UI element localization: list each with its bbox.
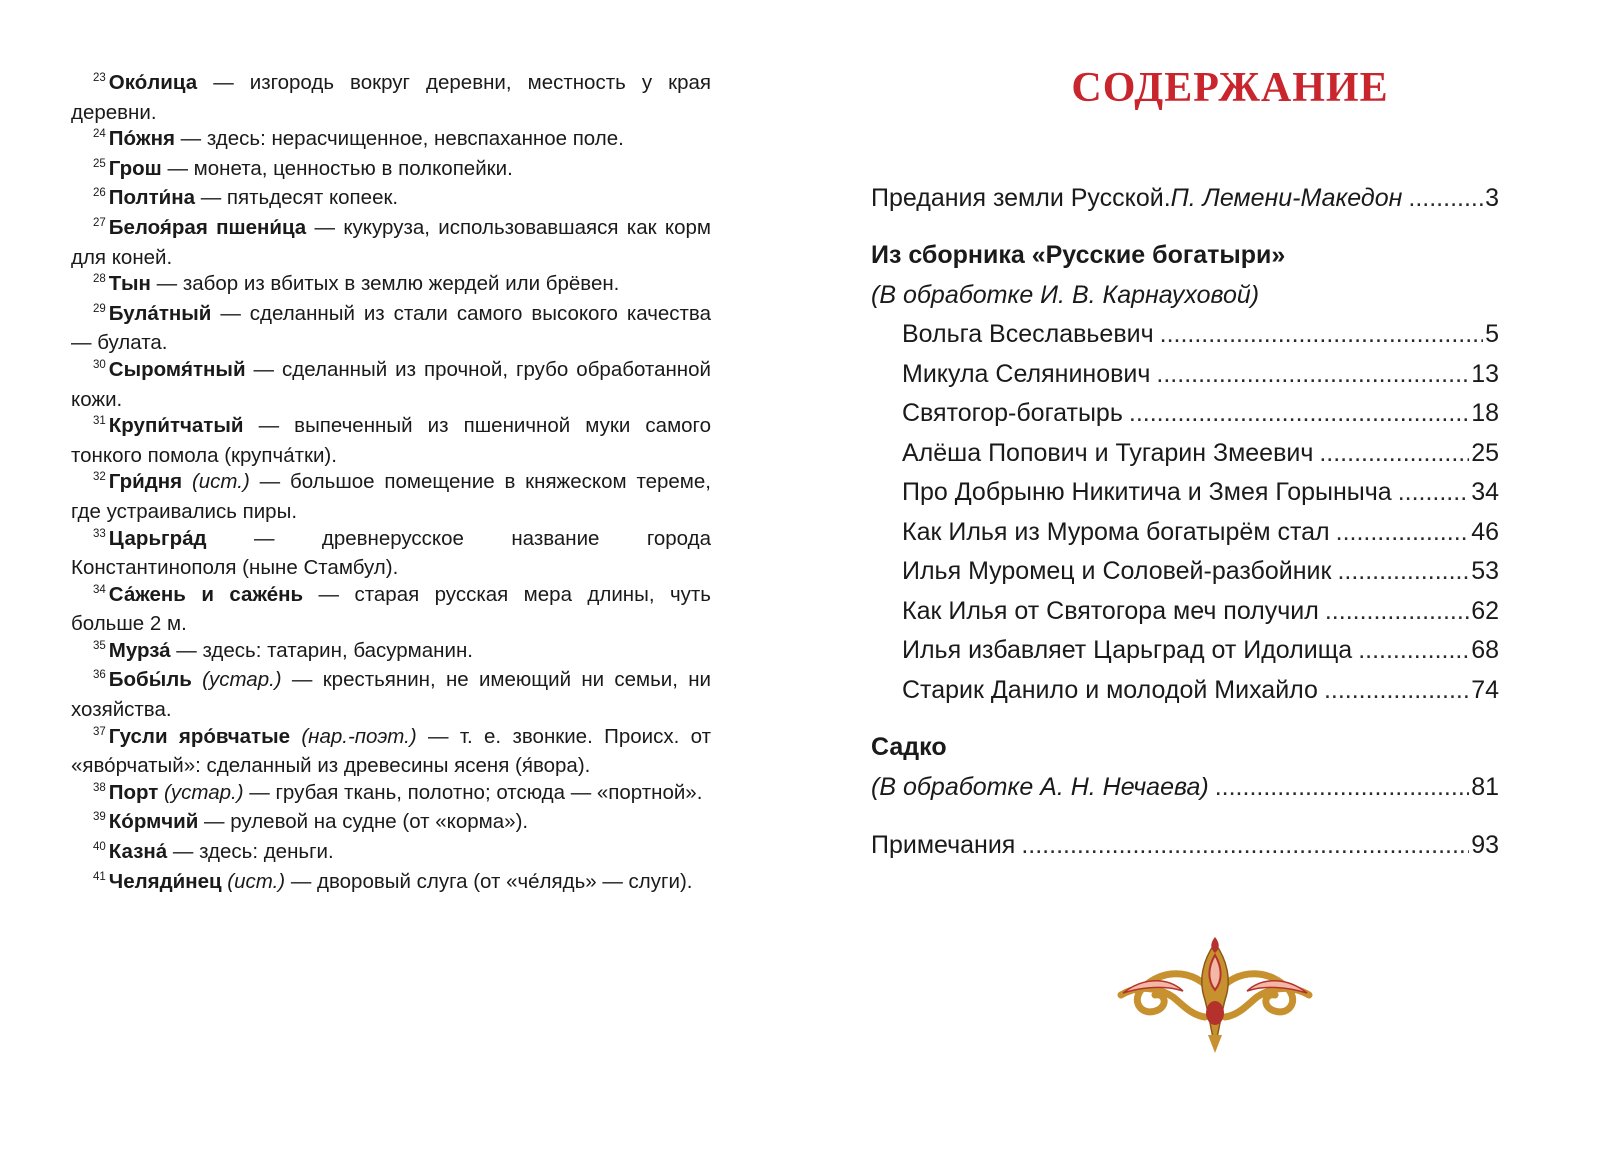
ornament-right-wing <box>1215 974 1309 1017</box>
note-definition: — древнерусское название города Константинополя (ныне Стамбул). <box>71 526 711 580</box>
toc-leader-dots <box>1358 635 1469 665</box>
note-entry <box>71 526 711 582</box>
toc-page-number: 13 <box>1471 359 1499 388</box>
note-entry <box>71 809 711 839</box>
toc-item[interactable] <box>902 635 1499 665</box>
note-definition: — кукуруза, использовавшаяся как корм для коней. <box>71 215 711 269</box>
ornament-bottom-tip <box>1208 1035 1222 1053</box>
toc-title: СОДЕРЖАНИЕ <box>1071 65 1389 111</box>
note-number: 40 <box>93 841 106 854</box>
toc-section-heading: Из сборника «Русские богатыри» <box>871 241 1286 269</box>
toc-item-title: Илья избавляет Царьград от Идолища <box>902 636 1353 664</box>
note-term: Гри́дня <box>108 470 183 494</box>
toc-page-number: 62 <box>1471 596 1499 625</box>
note-term: Крупи́тчатый <box>108 414 244 438</box>
toc-item-title: Вольга Всеславьевич <box>902 320 1154 348</box>
note-definition: — здесь: нерасчищенное, невспаханное поле. <box>174 127 624 151</box>
note-term: Челяди́нец <box>108 869 222 893</box>
note-term: Царьгра́д <box>108 526 207 550</box>
toc-sadko-subheading: (В обработке А. Н. Нечаева) <box>871 773 1209 801</box>
toc-leader-dots <box>1319 438 1469 468</box>
toc-page-number: 3 <box>1485 184 1499 212</box>
toc-intro-entry[interactable] <box>871 183 1499 213</box>
note-term: Белоя́рая пшени́ца <box>108 215 307 239</box>
note-number: 41 <box>93 870 106 883</box>
note-entry <box>71 301 711 357</box>
note-definition: — т. е. звонкие. Происх. от «яво́рчатый»: сделанный из древесины ясеня (я́вора). <box>71 724 712 778</box>
toc-intro-title: Предания земли Русской. <box>871 184 1171 212</box>
toc-page-number: 18 <box>1471 399 1499 427</box>
note-entry <box>71 126 711 156</box>
toc-leader-dots <box>1337 556 1469 586</box>
note-number: 33 <box>93 527 106 540</box>
note-entry <box>71 357 711 413</box>
note-number: 25 <box>93 157 106 170</box>
note-definition: — забор из вбитых в землю жердей или брёвен. <box>150 272 620 296</box>
note-term: Була́тный <box>108 301 212 325</box>
note-number: 36 <box>93 669 106 682</box>
note-definition: — грубая ткань, полотно; отсюда — «портной». <box>243 780 703 804</box>
toc-page-number: 25 <box>1471 438 1499 467</box>
note-entry <box>71 185 711 215</box>
toc-leader-dots <box>1215 772 1469 802</box>
ornament-left-wing <box>1121 974 1215 1017</box>
note-qualifier: (устар.) <box>158 780 244 804</box>
note-entry <box>71 724 711 780</box>
toc-leader-dots <box>1021 830 1469 860</box>
toc-item-title: Старик Данило и молодой Михайло <box>902 675 1318 704</box>
toc-intro-author: П. Лемени-Македон <box>1170 184 1403 212</box>
toc-leader-dots <box>1156 359 1469 389</box>
toc-leader-dots <box>1398 477 1470 507</box>
toc-item-title: Илья Муромец и Соловей-разбойник <box>902 557 1332 585</box>
toc-item-title: Алёша Попович и Тугарин Змеевич <box>902 438 1314 467</box>
note-entry <box>71 638 711 668</box>
toc-sadko-entry[interactable] <box>871 772 1499 802</box>
note-number: 27 <box>93 216 106 229</box>
note-number: 34 <box>93 583 106 596</box>
toc-item[interactable] <box>902 359 1499 389</box>
note-term: Грош <box>108 156 162 180</box>
note-definition: — дворовый слуга (от «че́лядь» — слуги). <box>285 869 693 893</box>
toc-page-number: 53 <box>1471 557 1499 585</box>
note-number: 38 <box>93 781 106 794</box>
note-term: Ко́рмчий <box>108 810 199 834</box>
note-entry <box>71 70 711 126</box>
notes-column <box>71 70 711 898</box>
note-term: Бобы́ль <box>108 668 192 692</box>
note-entry <box>71 869 711 899</box>
toc-sadko-heading: Садко <box>871 733 947 761</box>
note-term: Са́жень и саже́нь <box>108 582 304 606</box>
note-entry <box>71 413 711 469</box>
toc-section-subheading: (В обработке И. В. Карнауховой) <box>871 281 1260 309</box>
note-number: 24 <box>93 128 106 141</box>
toc-item[interactable] <box>902 517 1499 547</box>
note-term: Полти́на <box>108 186 195 210</box>
note-term: Сыромя́тный <box>108 357 246 381</box>
note-qualifier: (ист.) <box>182 470 250 494</box>
note-qualifier: (нар.-поэт.) <box>289 724 417 748</box>
note-definition: — выпеченный из пшеничной муки самого тонкого помола (крупча́тки). <box>71 414 711 467</box>
toc-leader-dots <box>1336 517 1470 547</box>
toc-item-title: Как Илья из Мурома богатырём стал <box>902 517 1330 546</box>
note-definition: — рулевой на судне (от «корма»). <box>198 810 529 834</box>
note-term: По́жня <box>108 127 175 151</box>
note-number: 37 <box>93 725 106 738</box>
toc-page-number: 34 <box>1471 478 1499 506</box>
toc-item[interactable] <box>902 477 1499 507</box>
toc-notes-entry[interactable] <box>871 830 1499 860</box>
toc-item[interactable] <box>902 675 1499 705</box>
note-term: Порт <box>108 780 159 804</box>
toc-item[interactable] <box>902 398 1499 428</box>
note-definition: — монета, ценностью в полкопейки. <box>161 156 513 180</box>
note-number: 23 <box>93 72 106 84</box>
toc-item[interactable] <box>902 596 1499 626</box>
toc-item[interactable] <box>902 438 1499 468</box>
note-entry <box>71 469 711 525</box>
toc-notes-title: Примечания <box>871 831 1016 859</box>
note-number: 26 <box>93 187 106 200</box>
note-definition: — изгородь вокруг деревни, местность у края деревни. <box>71 71 711 124</box>
note-entry <box>71 215 711 271</box>
note-definition: — крестьянин, не имеющий ни семьи, ни хозяйства. <box>71 668 711 722</box>
toc-item[interactable] <box>902 319 1499 349</box>
note-number: 30 <box>93 358 106 371</box>
note-number: 29 <box>93 302 106 315</box>
note-entry <box>71 780 711 810</box>
toc-page-number: 93 <box>1471 831 1499 859</box>
note-number: 39 <box>93 811 106 824</box>
toc-leader-dots <box>1129 398 1469 428</box>
toc-page-number: 5 <box>1485 320 1499 348</box>
toc-item[interactable] <box>902 556 1499 586</box>
note-entry <box>71 271 711 301</box>
note-definition: — сделанный из прочной, грубо обработанной кожи. <box>71 357 711 411</box>
note-qualifier: (ист.) <box>221 869 286 893</box>
toc-leader-dots <box>1160 319 1483 349</box>
note-number: 31 <box>93 415 106 428</box>
note-entry <box>71 667 711 723</box>
note-qualifier: (устар.) <box>191 668 282 692</box>
ornament-heart <box>1206 1001 1224 1025</box>
note-number: 35 <box>93 639 106 652</box>
note-term: Мурза́ <box>108 638 171 662</box>
note-definition: — здесь: татарин, басурманин. <box>170 638 473 662</box>
note-number: 32 <box>93 471 106 484</box>
toc-item-title: Как Илья от Святогора меч получил <box>902 596 1319 625</box>
toc-leader-dots <box>1324 675 1469 705</box>
ornament-icon <box>1113 935 1318 1055</box>
toc-page-number: 74 <box>1471 675 1499 704</box>
note-term: Гусли яро́вчатые <box>108 724 290 748</box>
note-term: Тын <box>108 272 151 296</box>
toc-item-title: Святогор-богатырь <box>902 399 1123 427</box>
note-entry <box>71 839 711 869</box>
note-entry <box>71 156 711 186</box>
toc-leader-dots <box>1408 183 1483 213</box>
note-definition: — пятьдесят копеек. <box>195 186 399 210</box>
note-definition: — большое помещение в княжеском тереме, где устраивались пиры. <box>71 470 711 523</box>
note-term: Казна́ <box>108 840 168 864</box>
note-entry <box>71 582 711 638</box>
note-term: Око́лица <box>108 71 198 94</box>
note-definition: — старая русская мера длины, чуть больше 2 м. <box>71 582 711 636</box>
toc-leader-dots <box>1325 596 1469 626</box>
toc-item-title: Про Добрыню Никитича и Змея Горыныча <box>902 478 1392 506</box>
toc-page-number: 46 <box>1471 517 1499 546</box>
toc-item-title: Микула Селянинович <box>902 359 1151 388</box>
note-definition: — здесь: деньги. <box>167 840 334 864</box>
note-definition: — сделанный из стали самого высокого качества — булата. <box>71 301 711 355</box>
toc-page-number: 81 <box>1471 773 1499 801</box>
toc-page-number: 68 <box>1471 636 1499 664</box>
note-number: 28 <box>93 273 106 286</box>
